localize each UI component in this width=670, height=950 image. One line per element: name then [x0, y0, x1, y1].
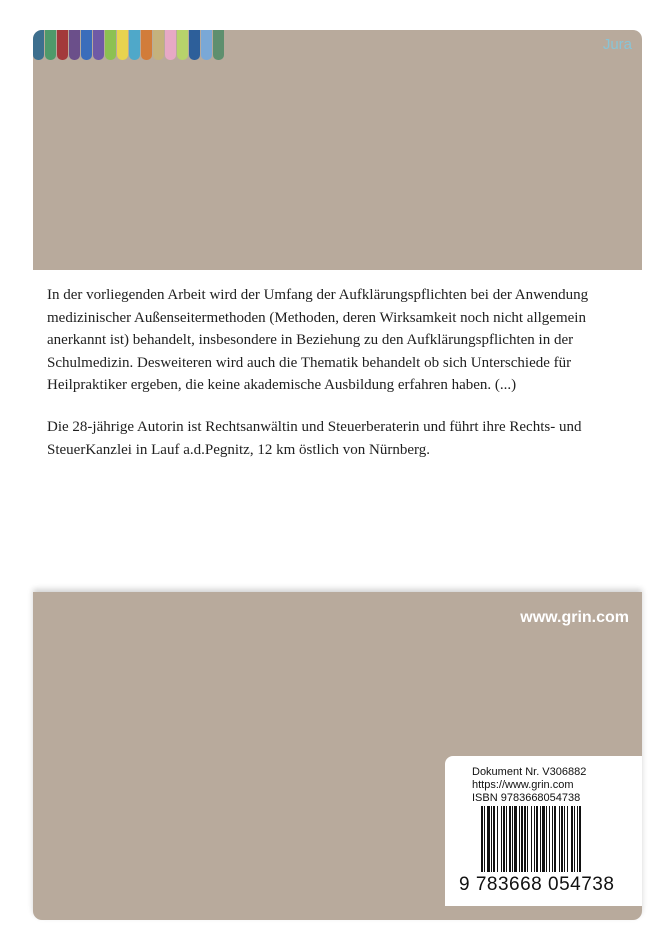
book-blurb: In der vorliegenden Arbeit wird der Umfang der Aufklärungspflichten bei der Anwendung medizinischer Außenseitermethoden (Methoden, deren Wirksamkeit noch nicht allgemein anerkannt ist) behandelt, insbesondere in Beziehung zu den Aufklärungspflichten in der Schulmedizin. Desweiteren wird auch die Thematik behandelt ob sich Unterschiede für Heilpraktiker ergeben, die keine akademische Ausbildung erfahren haben. (...) [47, 287, 589, 393]
color-stripe [141, 30, 152, 60]
barcode-bar [506, 806, 507, 872]
color-stripes [33, 30, 273, 60]
color-stripe [93, 30, 104, 60]
barcode-meta [472, 766, 586, 805]
barcode-bar [559, 806, 560, 872]
color-stripe [33, 30, 44, 60]
barcode-bar [542, 806, 545, 872]
barcode-bar [561, 806, 563, 872]
barcode-bar [501, 806, 502, 872]
barcode-bar [503, 806, 505, 872]
barcode-bar [509, 806, 511, 872]
barcode-bar [534, 806, 535, 872]
barcode-bar [521, 806, 523, 872]
cover-bottom-panel [33, 592, 642, 920]
publisher-website: www.grin.com [520, 609, 629, 626]
publisher-url: https://www.grin.com [472, 779, 574, 791]
cover-top-panel [33, 30, 642, 270]
color-stripe [57, 30, 68, 60]
barcode-bar [577, 806, 578, 872]
color-stripe [129, 30, 140, 60]
author-bio: Die 28-jährige Autorin ist Rechtsanwältin und Steuerberaterin und führt ihre Rechts- und SteuerKanzlei in Lauf a.d.Pegnitz, 12 km östlich von Nürnberg. [47, 419, 582, 458]
color-stripe [45, 30, 56, 60]
color-stripe [81, 30, 92, 60]
color-stripe [189, 30, 200, 60]
barcode-bar [481, 806, 483, 872]
barcode-bar [546, 806, 547, 872]
barcode-bar [487, 806, 490, 872]
barcode-bar [567, 806, 568, 872]
barcode-bar [512, 806, 513, 872]
barcode-bar [484, 806, 485, 872]
isbn-line: ISBN 9783668054738 [472, 792, 581, 804]
barcode-bar [493, 806, 495, 872]
barcode-bar [491, 806, 492, 872]
barcode-bar [549, 806, 550, 872]
color-stripe [117, 30, 128, 60]
barcode-bar [536, 806, 538, 872]
barcode-bar [527, 806, 528, 872]
barcode-bar [540, 806, 541, 872]
barcode-bar [514, 806, 517, 872]
document-number: Dokument Nr. V306882 [472, 766, 587, 778]
description-panel [33, 270, 642, 592]
category-label: Jura [602, 36, 632, 53]
barcode-bar [524, 806, 526, 872]
barcode-bar [519, 806, 520, 872]
color-stripe [69, 30, 80, 60]
barcode-bar [571, 806, 573, 872]
barcode-bar [531, 806, 532, 872]
barcode-bar [579, 806, 581, 872]
color-stripe [201, 30, 212, 60]
barcode-box [445, 756, 642, 906]
barcode-bar [497, 806, 498, 872]
color-stripe [153, 30, 164, 60]
barcode-bar [552, 806, 553, 872]
isbn-digits: 9 783668 054738 [459, 874, 615, 895]
book-back-cover [33, 30, 642, 920]
color-stripe [165, 30, 176, 60]
color-stripe [105, 30, 116, 60]
barcode-image [481, 806, 631, 872]
barcode-bar [574, 806, 575, 872]
barcode-bar [554, 806, 556, 872]
barcode-bar [564, 806, 565, 872]
color-stripe [213, 30, 224, 60]
color-stripe [177, 30, 188, 60]
